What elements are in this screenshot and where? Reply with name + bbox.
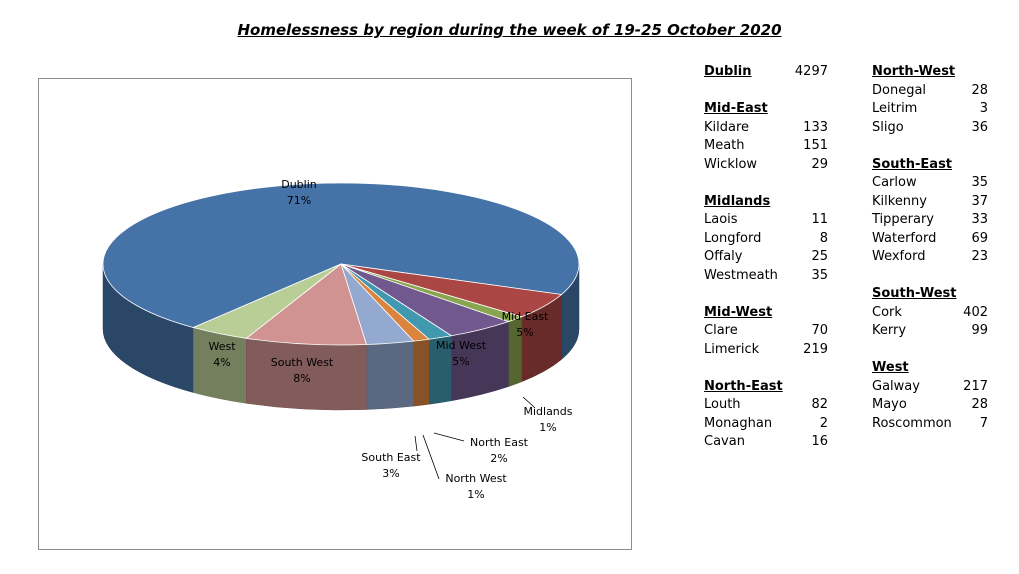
- table-region-mid-east: [704, 100, 828, 119]
- slice-label-south-west: South West: [270, 356, 334, 369]
- table-row-meath: [704, 137, 828, 156]
- table-spacer: [704, 82, 828, 101]
- slice-label-north-east: North East: [470, 436, 528, 449]
- slice-label-midlands: Midlands: [523, 405, 573, 418]
- count-value: 37: [971, 193, 988, 209]
- slice-percent-dublin: 71%: [286, 194, 312, 207]
- pie-side-south-east: [366, 341, 413, 409]
- county-name: Louth: [704, 397, 741, 412]
- slice-percent-south-east: 3%: [382, 467, 400, 480]
- count-value: 25: [811, 249, 828, 264]
- count-value: 82: [811, 397, 828, 412]
- count-value: 219: [803, 341, 828, 357]
- slice-label-south-east: South East: [361, 451, 421, 464]
- count-value: 35: [811, 267, 828, 283]
- county-name: Clare: [704, 323, 738, 338]
- count-value: 36: [971, 119, 988, 135]
- table-row-louth: [704, 396, 828, 415]
- table-spacer: [704, 359, 828, 378]
- count-value: 402: [963, 304, 988, 320]
- county-name: Kildare: [704, 119, 750, 135]
- county-name: Kilkenny: [872, 193, 927, 209]
- region-heading: North-East: [704, 378, 783, 394]
- region-table-column-1: [704, 63, 828, 452]
- county-name: Laois: [704, 212, 738, 227]
- county-name: Meath: [704, 138, 745, 153]
- county-name: Westmeath: [704, 267, 778, 283]
- table-row-limerick: [704, 341, 828, 360]
- slice-label-dublin: Dublin: [281, 178, 317, 191]
- count-value: 11: [811, 212, 828, 227]
- county-name: Cavan: [704, 434, 745, 449]
- count-value: 28: [971, 82, 988, 98]
- count-value: 35: [971, 175, 988, 190]
- slice-percent-mid-east: 5%: [516, 326, 534, 339]
- table-row-laois: [704, 211, 828, 230]
- table-spacer: [872, 137, 988, 156]
- table-row-offaly: [704, 248, 828, 267]
- pie-side-north-west: [414, 339, 429, 406]
- count-value: 28: [971, 397, 988, 412]
- table-row-leitrim: [872, 100, 988, 119]
- table-row-roscommon: [872, 415, 988, 434]
- table-row-cavan: [704, 433, 828, 452]
- region-heading: South-East: [872, 156, 953, 172]
- table-spacer: [872, 267, 988, 286]
- county-name: Roscommon: [872, 415, 952, 431]
- pie-chart: [39, 79, 633, 551]
- table-row-carlow: [872, 174, 988, 193]
- region-heading: Mid-East: [704, 101, 768, 116]
- count-value: 70: [811, 323, 828, 338]
- count-value: 7: [979, 415, 988, 431]
- table-row-kildare: [704, 119, 828, 138]
- county-name: Offaly: [704, 249, 743, 264]
- pie-chart-area: [38, 78, 632, 550]
- table-spacer: [704, 285, 828, 304]
- table-row-waterford: [872, 230, 988, 249]
- count-value: 99: [971, 323, 988, 338]
- table-region-west: [872, 359, 988, 378]
- count-value: 4297: [794, 64, 828, 79]
- table-spacer: [704, 174, 828, 193]
- region-table-column-2: [872, 63, 988, 433]
- region-heading: South-West: [872, 286, 957, 301]
- table-row-donegal: [872, 82, 988, 101]
- slice-percent-west: 4%: [213, 356, 231, 369]
- table-row-westmeath: [704, 267, 828, 286]
- table-region-south-east: [872, 156, 988, 175]
- count-value: 2: [819, 415, 828, 431]
- slice-label-west: West: [208, 340, 236, 353]
- county-name: Wicklow: [704, 156, 758, 172]
- table-row-tipperary: [872, 211, 988, 230]
- region-heading: Mid-West: [704, 304, 773, 320]
- slice-label-north-west: North West: [445, 472, 507, 485]
- table-row-cork: [872, 304, 988, 323]
- table-region-south-west: [872, 285, 988, 304]
- slice-percent-north-east: 2%: [490, 452, 508, 465]
- slice-label-mid-east: Mid East: [501, 310, 549, 323]
- count-value: 23: [971, 249, 988, 264]
- county-name: Leitrim: [872, 101, 918, 116]
- leader-line-north-east: [434, 433, 464, 441]
- table-row-clare: [704, 322, 828, 341]
- table-region-dublin: [704, 63, 828, 82]
- table-row-mayo: [872, 396, 988, 415]
- county-name: Limerick: [704, 341, 760, 357]
- county-name: Kerry: [872, 323, 907, 338]
- leader-line-south-east: [415, 436, 417, 451]
- count-value: 16: [811, 434, 828, 449]
- table-region-north-west: [872, 63, 988, 82]
- slice-percent-mid-west: 5%: [452, 355, 470, 368]
- region-heading: Midlands: [704, 193, 771, 209]
- county-name: Tipperary: [872, 212, 935, 227]
- table-row-kerry: [872, 322, 988, 341]
- county-name: Carlow: [872, 175, 917, 190]
- county-name: Cork: [872, 304, 902, 320]
- count-value: 33: [971, 212, 988, 227]
- county-name: Waterford: [872, 230, 937, 246]
- count-value: 3: [979, 101, 988, 116]
- count-value: 151: [803, 138, 828, 153]
- slice-percent-north-west: 1%: [467, 488, 485, 501]
- county-name: Longford: [704, 230, 762, 246]
- county-name: Monaghan: [704, 415, 773, 431]
- region-heading: North-West: [872, 64, 956, 79]
- slice-percent-south-west: 8%: [293, 372, 311, 385]
- leader-line-north-west: [423, 435, 439, 479]
- count-value: 8: [819, 230, 828, 246]
- table-row-wicklow: [704, 156, 828, 175]
- county-name: Wexford: [872, 249, 926, 264]
- count-value: 69: [971, 230, 988, 246]
- slice-percent-midlands: 1%: [539, 421, 557, 434]
- county-name: Donegal: [872, 82, 927, 98]
- count-value: 29: [811, 156, 828, 172]
- region-heading: West: [872, 360, 909, 375]
- count-value: 133: [803, 119, 828, 135]
- table-region-midlands: [704, 193, 828, 212]
- table-region-north-east: [704, 378, 828, 397]
- county-name: Mayo: [872, 397, 907, 412]
- table-row-galway: [872, 378, 988, 397]
- table-row-kilkenny: [872, 193, 988, 212]
- table-row-sligo: [872, 119, 988, 138]
- county-name: Galway: [872, 378, 920, 394]
- count-value: 217: [963, 378, 988, 394]
- table-region-mid-west: [704, 304, 828, 323]
- table-row-longford: [704, 230, 828, 249]
- table-row-monaghan: [704, 415, 828, 434]
- region-heading: Dublin: [704, 64, 752, 79]
- table-spacer: [872, 341, 988, 360]
- slice-label-mid-west: Mid West: [435, 339, 487, 352]
- chart-title: Homelessness by region during the week of 19-25 October 2020: [237, 21, 782, 39]
- table-row-wexford: [872, 248, 988, 267]
- county-name: Sligo: [872, 119, 904, 135]
